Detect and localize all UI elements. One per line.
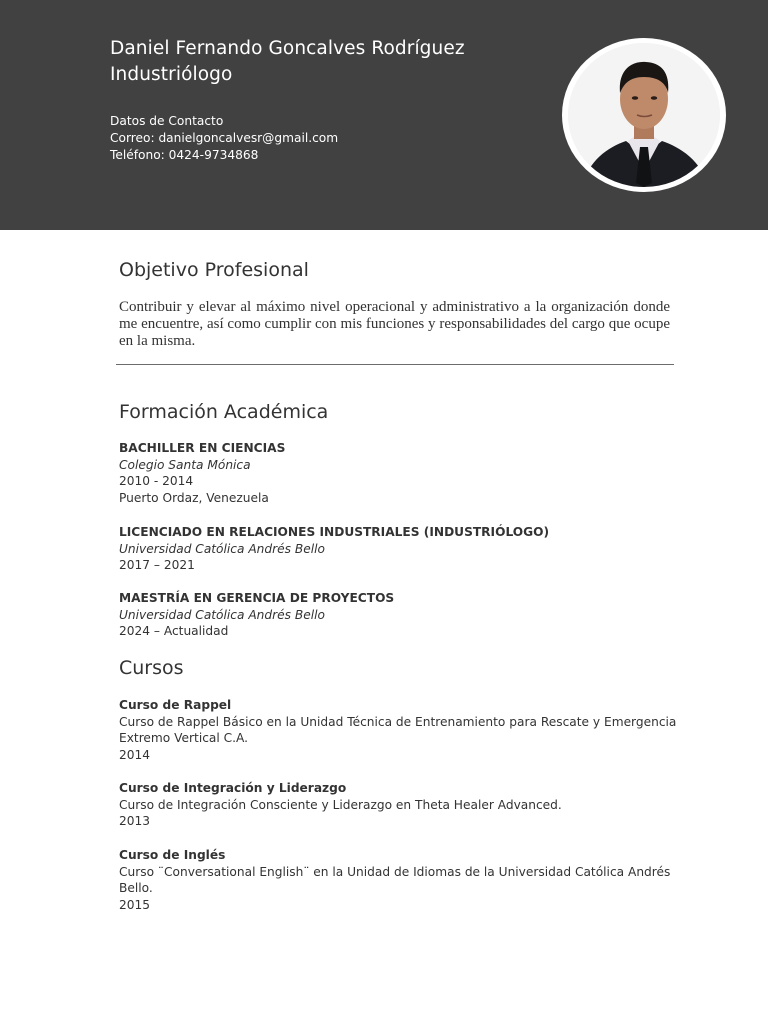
education-item	[119, 590, 679, 640]
education-institution: Universidad Católica Andrés Bello	[119, 541, 325, 556]
profile-photo	[568, 43, 720, 187]
contact-phone: Teléfono: 0424-9734868	[110, 148, 259, 162]
education-item	[119, 524, 679, 574]
education-years: 2010 - 2014	[119, 474, 194, 489]
course-item	[119, 697, 679, 764]
education-institution: Colegio Santa Mónica	[119, 457, 251, 472]
education-item	[119, 440, 679, 507]
course-year: 2014	[119, 748, 151, 763]
objective-title: Objetivo Profesional	[119, 259, 309, 281]
portrait-illustration	[568, 43, 720, 187]
education-years: 2017 – 2021	[119, 558, 195, 573]
candidate-name-block	[110, 36, 465, 88]
course-name: Curso de Integración y Liderazgo	[119, 781, 347, 795]
candidate-name: Daniel Fernando Goncalves Rodríguez	[110, 38, 465, 59]
course-year: 2015	[119, 898, 151, 913]
candidate-profession: Industriólogo	[110, 64, 233, 85]
course-item	[119, 847, 679, 914]
education-degree: BACHILLER EN CIENCIAS	[119, 441, 286, 455]
education-years: 2024 – Actualidad	[119, 624, 229, 639]
profile-photo-frame	[562, 38, 726, 192]
contact-info	[110, 113, 338, 164]
education-degree: LICENCIADO EN RELACIONES INDUSTRIALES (INDUSTRIÓLOGO)	[119, 525, 550, 539]
section-divider	[116, 364, 674, 365]
contact-email: Correo: danielgoncalvesr@gmail.com	[110, 131, 339, 145]
course-name: Curso de Rappel	[119, 698, 232, 712]
course-description: Curso de Rappel Básico en la Unidad Técnica de Entrenamiento para Rescate y Emergencia Extremo Vertical C.A.	[119, 714, 677, 746]
education-institution: Universidad Católica Andrés Bello	[119, 607, 325, 622]
course-description: Curso de Integración Consciente y Liderazgo en Theta Healer Advanced.	[119, 797, 562, 812]
education-degree: MAESTRÍA EN GERENCIA DE PROYECTOS	[119, 591, 395, 605]
education-title: Formación Académica	[119, 401, 329, 423]
header-banner	[0, 0, 768, 230]
courses-title: Cursos	[119, 657, 184, 679]
course-name: Curso de Inglés	[119, 848, 226, 862]
course-item	[119, 780, 679, 830]
education-location: Puerto Ordaz, Venezuela	[119, 491, 269, 506]
course-description: Curso ¨Conversational English¨ en la Unidad de Idiomas de la Universidad Católica Andrés Bello.	[119, 864, 671, 896]
course-year: 2013	[119, 814, 151, 829]
objective-text: Contribuir y elevar al máximo nivel operacional y administrativo a la organización donde me encuentre, así como cumplir con mis funciones y responsabilidades del cargo que ocupe en la misma.	[119, 299, 670, 349]
contact-heading: Datos de Contacto	[110, 114, 224, 128]
